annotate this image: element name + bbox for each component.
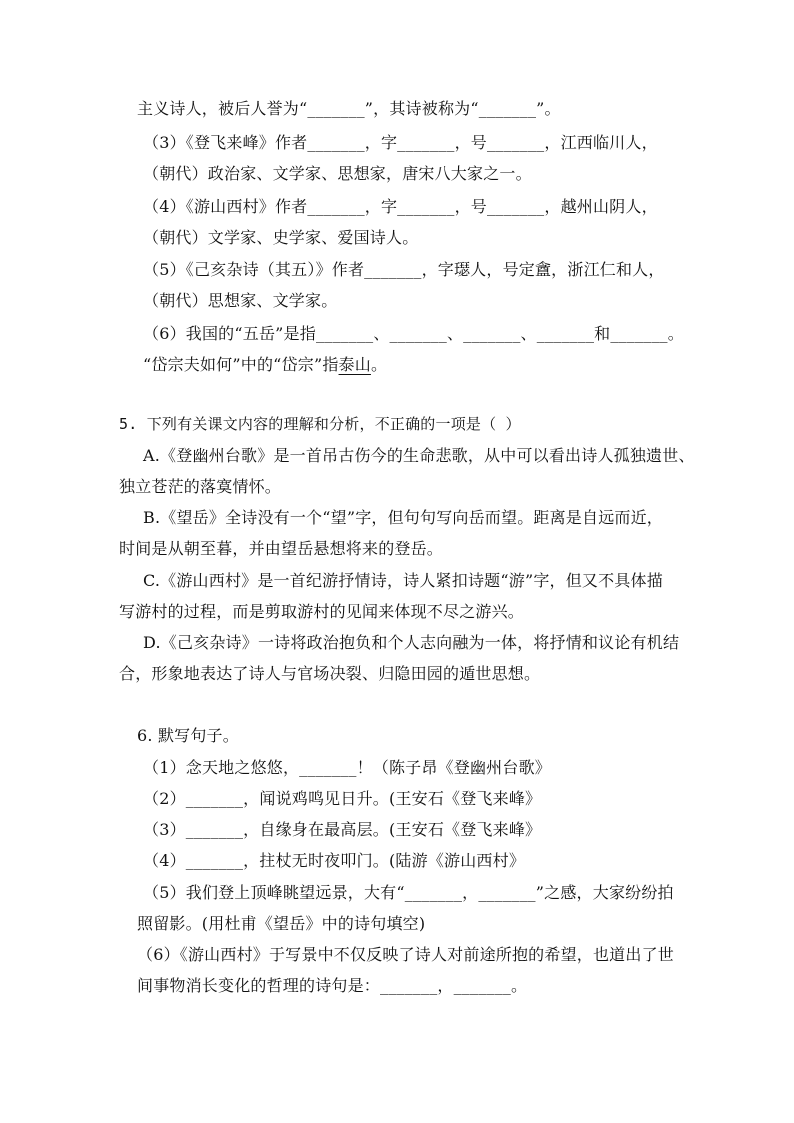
text-line-4-6a: （6）我国的“五岳”是指_______、_______、_______、_______和_______。 <box>143 324 684 343</box>
text-line-4-3a: （3）《登飞来峰》作者_______，字_______，号_______，江西临川人， <box>143 133 658 152</box>
option-b-line2: 时间是从朝至暮，并由望岳悬想将来的登岳。 <box>119 539 444 558</box>
question-5-stem: 5. 下列有关课文内容的理解和分析，不正确的一项是（ ） <box>119 415 521 433</box>
recite-item-1: （1）念天地之悠悠，_______！（陈子昂《登幽州台歌》 <box>143 758 551 777</box>
option-d-line2: 合，形象地表达了诗人与官场决裂、归隐田园的遁世思想。 <box>119 664 541 683</box>
option-a-line1: A.《登幽州台歌》是一首吊古伤今的生命悲歌，从中可以看出诗人孤独遗世、 <box>143 446 695 465</box>
option-c-line1: C.《游山西村》是一首纪游抒情诗，诗人紧扣诗题“游”字，但又不具体描 <box>143 571 663 590</box>
recite-item-5-line1: （5）我们登上顶峰眺望远景，大有“_______，_______”之感，大家纷纷拍 <box>143 883 674 902</box>
text-line-4-4b: （朝代）文学家、史学家、爱国诗人。 <box>143 228 419 247</box>
question-6-stem: 6. 默写句子。 <box>137 726 239 745</box>
daizong-answer: 泰山 <box>338 355 371 374</box>
recite-item-6-line2: 间事物消长变化的哲理的诗句是：_______，_______。 <box>137 976 528 995</box>
recite-item-6-line1: （6）《游山西村》于写景中不仅反映了诗人对前途所抱的希望，也道出了世 <box>137 945 674 964</box>
text-line-4-5b: （朝代）思想家、文学家。 <box>143 291 338 310</box>
daizong-suffix: 。 <box>370 355 388 374</box>
option-b-line1: B.《望岳》全诗没有一个“望”字，但句句写向岳而望。距离是自远而近， <box>143 508 664 527</box>
text-line-4-4a: （4）《游山西村》作者_______，字_______，号_______，越州山阴人， <box>143 197 658 216</box>
option-a-line2: 独立苍茫的落寞情怀。 <box>119 477 282 496</box>
text-line-4-intro: 主义诗人，被后人誉为“_______”，其诗被称为“_______”。 <box>137 99 561 118</box>
text-line-4-5a: （5）《己亥杂诗（其五）》作者_______，字璱人，号定盦，浙江仁和人， <box>143 260 665 279</box>
option-c-line2: 写游村的过程，而是剪取游村的见闻来体现不尽之游兴。 <box>119 602 525 621</box>
recite-item-4: （4）_______，拄杖无时夜叩门。(陆游《游山西村》 <box>143 851 526 870</box>
recite-item-5-line2: 照留影。(用杜甫《望岳》中的诗句填空) <box>137 914 426 933</box>
daizong-prefix: “岱宗夫如何”中的“岱宗”指 <box>143 355 339 374</box>
text-line-4-6b <box>143 355 387 375</box>
recite-item-3: （3）_______，自缘身在最高层。(王安石《登飞来峰》 <box>143 820 542 839</box>
option-d-line1: D.《己亥杂诗》一诗将政治抱负和个人志向融为一体，将抒情和议论有机结 <box>143 633 680 652</box>
text-line-4-3b: （朝代）政治家、文学家、思想家，唐宋八大家之一。 <box>143 164 532 183</box>
recite-item-2: （2）_______，闻说鸡鸣见日升。(王安石《登飞来峰》 <box>143 789 542 808</box>
